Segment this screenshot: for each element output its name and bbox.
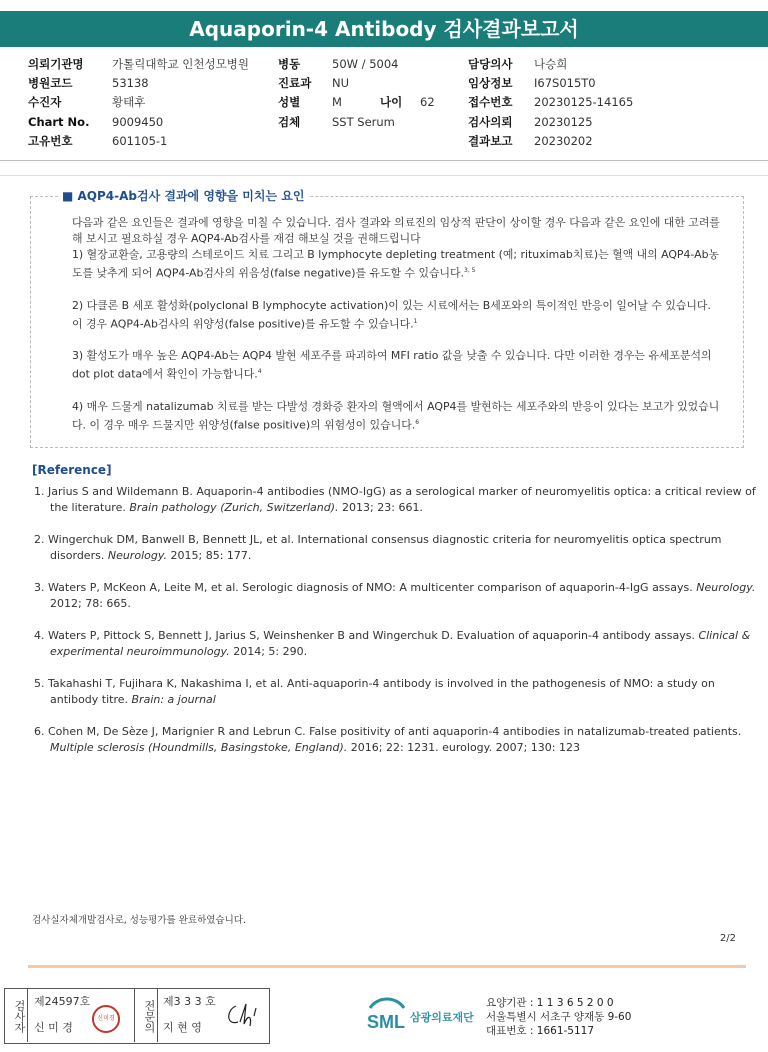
label-department: 진료과 xyxy=(278,76,312,91)
value-clinical-info: I67S015T0 xyxy=(534,76,596,91)
page-number: 2/2 xyxy=(719,933,736,944)
signer2-role: 전문의 xyxy=(134,988,158,1042)
value-patient-name: 황태후 xyxy=(112,95,146,110)
value-sex: M xyxy=(332,95,342,110)
signer1-license: 제24597호 xyxy=(34,995,91,1008)
value-hospital: 가톨릭대학교 인천성모병원 xyxy=(112,57,249,71)
factors-item-1: 1) 혈장교환술, 고용량의 스테로이드 치료 그리고 B lymphocyte depleting treatment (예; rituximab치료)는 혈액 내의 AQP4-Ab농도를 낮추게 되어 AQP4-Ab검사의 위음성(false negative)를 유도할 수 있습니다.$^{3, 5}$ xyxy=(72,248,719,280)
value-report-date: 20230202 xyxy=(534,133,593,148)
reference-list xyxy=(34,484,764,772)
label-age: 나이 xyxy=(380,95,403,110)
svg-text:SML: SML xyxy=(367,1012,405,1032)
label-unique-no: 고유번호 xyxy=(28,133,73,148)
label-sex: 성별 xyxy=(278,95,301,110)
label-patient-name: 수진자 xyxy=(28,95,62,110)
label-hospital: 의뢰기관명 xyxy=(28,57,84,71)
label-ward: 병동 xyxy=(278,57,301,71)
signer1-role: 검사자 xyxy=(4,988,28,1042)
factors-item-4: 4) 매우 드물게 natalizumab 치료를 받는 다발성 경화증 환자의 혈액에서 AQP4를 발현하는 세포주와의 반응이 있다는 보고가 있었습니다. 이 경우 매우 드물지만 위양성(false positive)의 위험성이 있습니다.$^6$ xyxy=(72,399,720,432)
value-request-date: 20230125 xyxy=(534,114,593,129)
signer2-license: 제3 3 3 호 xyxy=(163,995,216,1008)
value-ward: 50W / 5004 xyxy=(332,57,399,71)
factors-body xyxy=(72,215,722,450)
report-title: Aquaporin-4 Antibody 검사결과보고서 xyxy=(0,11,768,47)
org-phone: 대표번호 : 1661-5117 xyxy=(486,1025,595,1037)
signature-icon xyxy=(222,1000,262,1030)
label-receipt-no: 접수번호 xyxy=(468,95,513,110)
org-address: 서울특별시 서초구 양재동 9-60 xyxy=(486,1011,632,1023)
value-receipt-no: 20230125-14165 xyxy=(534,95,634,110)
header-divider-light xyxy=(0,175,768,176)
reference-item: 2. Wingerchuk DM, Banwell B, Bennett JL, et al. International consensus diagnostic criteria for neuromyelitis optica spectrum disorders. Neurology. 2015; 85: 177. xyxy=(34,533,722,562)
org-info xyxy=(486,996,631,1038)
value-doctor: 나승희 xyxy=(534,57,568,71)
reference-item: 3. Waters P, McKeon A, Leite M, et al. Serologic diagnosis of NMO: A multicenter comparison of aquaporin-4-IgG assays. Neurology. 2012; 78: 665. xyxy=(34,581,756,610)
reference-heading: [Reference] xyxy=(32,463,112,477)
factors-item-3: 3) 활성도가 매우 높은 AQP4-Ab는 AQP4 발현 세포주를 파괴하여 MFI ratio 값을 낮출 수 있습니다. 다만 이러한 경우는 유세포분석의 dot plot data에서 확인이 가능합니다.$^4$ xyxy=(72,349,712,381)
value-unique-no: 601105-1 xyxy=(112,133,168,148)
reference-item: 4. Waters P, Pittock S, Bennett J, Jarius S, Weinshenker B and Wingerchuk D. Evaluation of aquaporin-4 antibody assays. Clinical & experimental neuroimmunology. 2014; 5: 290. xyxy=(34,629,751,658)
label-clinical-info: 임상정보 xyxy=(468,76,513,91)
value-specimen: SST Serum xyxy=(332,114,395,129)
logo-text: 삼광의료재단 xyxy=(410,1011,474,1024)
value-chart-no: 9009450 xyxy=(112,114,164,129)
label-report-date: 결과보고 xyxy=(468,133,513,148)
patient-info-col2 xyxy=(278,55,435,132)
sml-logo-icon xyxy=(364,994,408,1034)
signer2-name: 지 현 영 xyxy=(163,1021,202,1034)
value-hospital-code: 53138 xyxy=(112,76,149,91)
patient-info-col1 xyxy=(28,55,249,151)
label-hospital-code: 병원코드 xyxy=(28,76,73,91)
value-age: 62 xyxy=(420,95,435,110)
reference-item: 6. Cohen M, De Sèze J, Marignier R and Lebrun C. False positivity of anti aquaporin-4 antibodies in natalizumab-treated patients. Multiple sclerosis (Houndmills, Basingstoke, England). 2016; 22: 1231. eurology. 2007; 130: 123 xyxy=(34,725,742,754)
stamp-seal: 신미경 xyxy=(92,1005,120,1033)
label-specimen: 검체 xyxy=(278,114,301,129)
org-code: 요양기관 : 1 1 3 6 5 2 0 0 xyxy=(486,997,614,1009)
footer-divider xyxy=(28,965,746,968)
factors-item-2: 2) 다클론 B 세포 활성화(polyclonal B lymphocyte activation)이 있는 시료에서는 B세포와의 특이적인 반응이 일어날 수 있습니다. 이 경우 AQP4-Ab검사의 위양성(false positive)를 유도할 수 있습니다.$^1$ xyxy=(72,298,711,331)
reference-item: 1. Jarius S and Wildemann B. Aquaporin-4 antibodies (NMO-IgG) as a serological marker of neuromyelitis optica: a critical review of the literature. Brain pathology (Zurich, Switzerland). 2013; 23: 661. xyxy=(34,485,756,514)
header-divider xyxy=(0,160,768,161)
reference-item: 5. Takahashi T, Fujihara K, Nakashima I, et al. Anti-aquaporin-4 antibody is involved in the pathogenesis of NMO: a study on antibody titre. Brain: a journal xyxy=(34,677,715,706)
factors-intro: 다음과 같은 요인들은 결과에 영향을 미칠 수 있습니다. 검사 결과와 의료진의 임상적 판단이 상이할 경우 다음과 같은 요인에 대한 고려를 해 보시고 필요하실 경우 AQP4-Ab검사를 재검 해보실 것을 권해드립니다 xyxy=(72,216,720,245)
patient-info-col3 xyxy=(468,55,633,151)
factors-heading: ■ AQP4-Ab검사 결과에 영향을 미치는 요인 xyxy=(58,187,308,204)
label-request-date: 검사의뢰 xyxy=(468,114,513,129)
label-doctor: 담당의사 xyxy=(468,57,513,71)
label-chart-no: Chart No. xyxy=(28,114,90,129)
validation-note: 검사실자체개발검사로, 성능평가를 완료하였습니다. xyxy=(32,915,246,926)
signer1-name: 신 미 경 xyxy=(34,1021,73,1034)
value-department: NU xyxy=(332,76,350,91)
